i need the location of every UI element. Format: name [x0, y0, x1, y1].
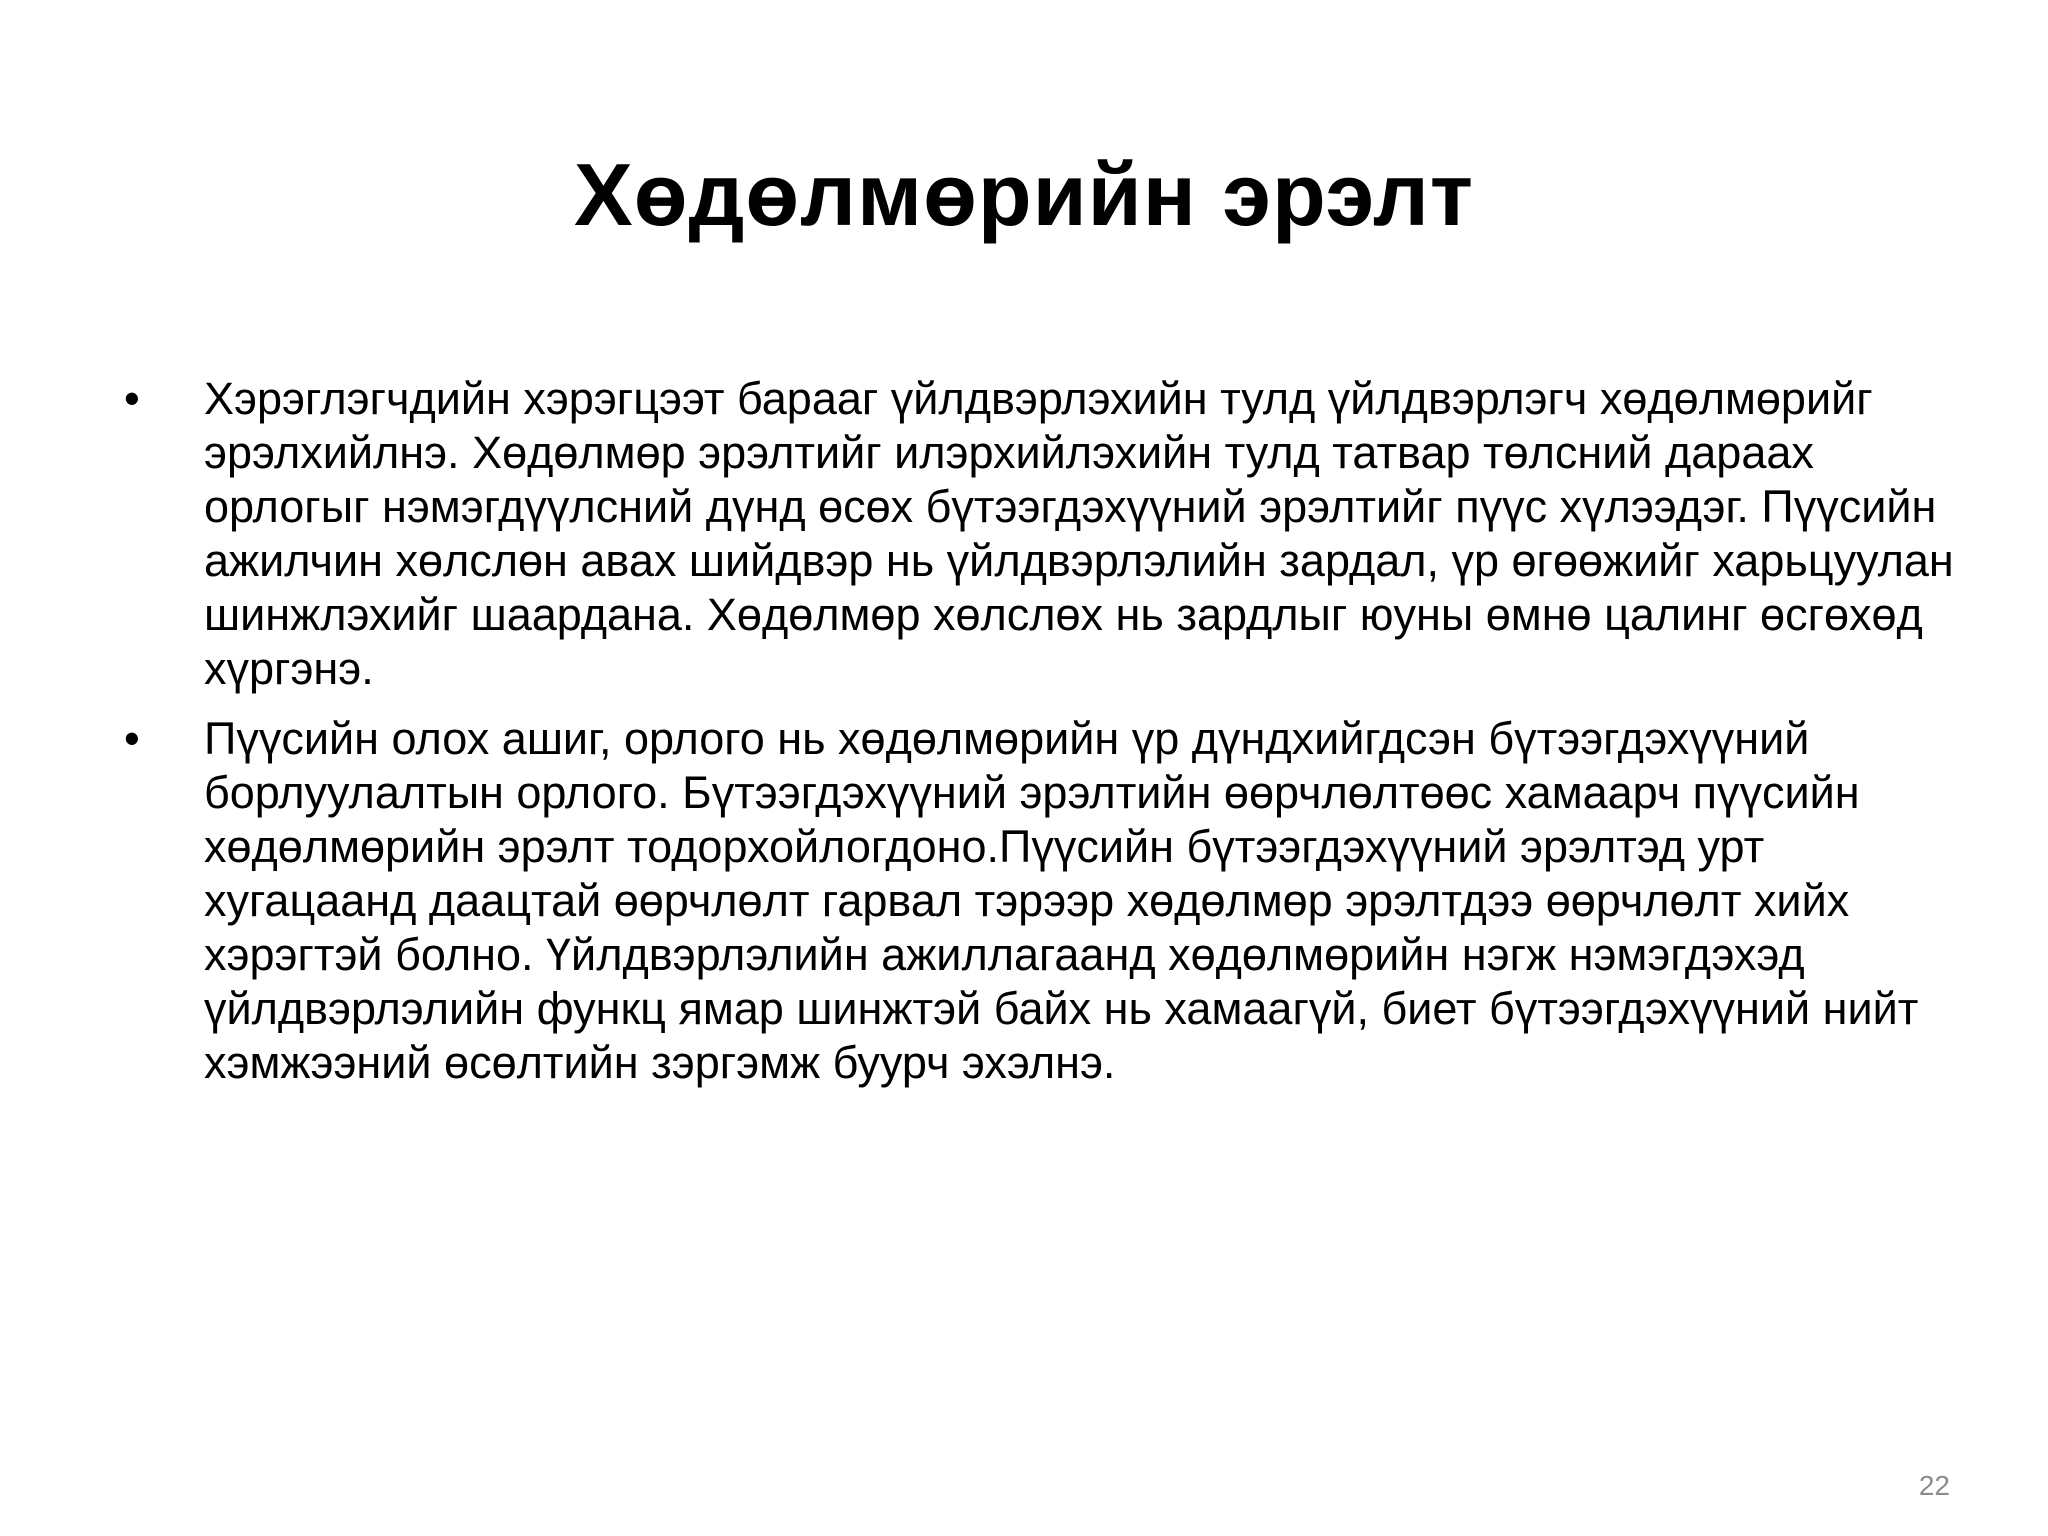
bullet-text: Пүүсийн олох ашиг, орлого нь хөдөлмөрийн үр дүндхийгдсэн бүтээгдэхүүний борлуулалтын орлого. Бүтээгдэхүүний эрэлтийн өөрчлөлтөөс хамаарч пүүсийн хөдөлмөрийн эрэлт тодорхойлогдоно.Пүүсийн бүтээгдэхүүний эрэлтэд урт хугацаанд даацтай өөрчлөлт гарвал тэрээр хөдөлмөр эрэлтдээ өөрчлөлт хийх хэрэгтэй болно. Үйлдвэрлэлийн ажиллагаанд хөдөлмөрийн нэгж нэмэгдэхэд үйлдвэрлэлийн функц ямар шинжтэй байх нь хамаагүй, биет бүтээгдэхүүний нийт хэмжээний өсөлтийн зэргэмж буурч эхэлнэ. — [204, 713, 1919, 1088]
bullet-icon: • — [124, 713, 140, 764]
page-number: 22 — [1918, 1470, 1950, 1501]
bullet-icon: • — [124, 373, 140, 424]
bullet-text: Хэрэглэгчдийн хэрэгцээт барааг үйлдвэрлэхийн тулд үйлдвэрлэгч хөдөлмөрийг эрэлхийлнэ. Хөдөлмөр эрэлтийг илэрхийлэхийн тулд татвар төлсний дараах орлогыг нэмэгдүүлсний дүнд өсөх бүтээгдэхүүний эрэлтийг пүүс хүлээдэг. Пүүсийн ажилчин хөлслөн авах шийдвэр нь үйлдвэрлэлийн зардал, үр өгөөжийг харьцуулан шинжлэхийг шаардана. Хөдөлмөр хөлслөх нь зардлыг юуны өмнө цалинг өсгөхөд хүргэнэ. — [204, 373, 1954, 694]
bullet-item — [118, 712, 1978, 1090]
bullet-item — [118, 372, 1978, 696]
bullet-list — [118, 372, 1978, 1106]
slide-title: Хөдөлмөрийн эрэлт — [574, 145, 1474, 244]
